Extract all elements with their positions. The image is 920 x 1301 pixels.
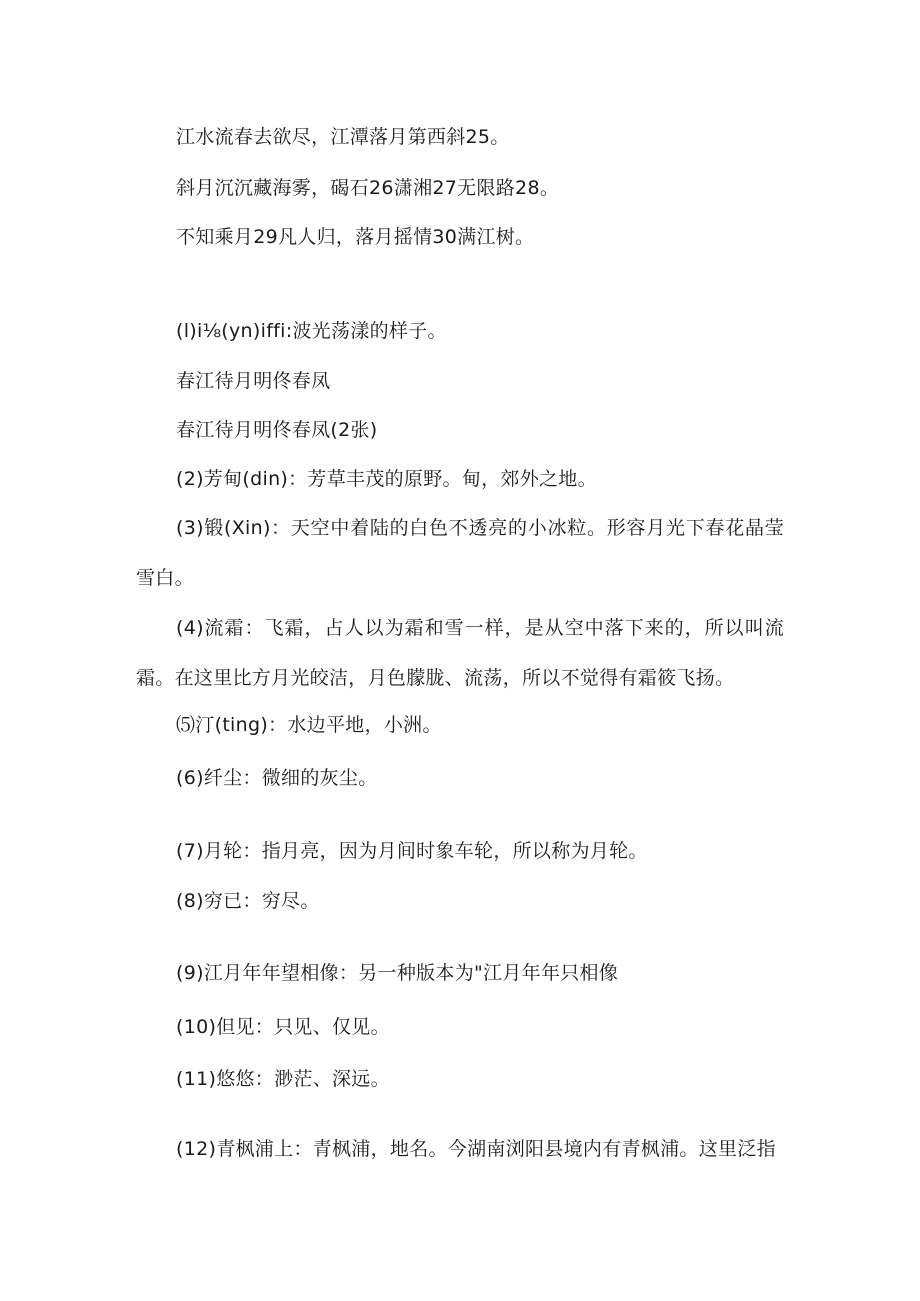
note-5: ⑸汀(ting)：水边平地，小洲。 [176, 714, 442, 736]
caption-line-gallery: 春江待月明佟春凤(2张) [176, 419, 378, 441]
note-1: (l)i⅛(yn)iffi:波光荡漾的样子。 [176, 320, 447, 342]
note-7: (7)月轮：指月亮，因为月间时象车轮，所以称为月轮。 [176, 840, 648, 862]
poem-line-3: 不知乘月29凡人归，落月摇情30满江树。 [176, 226, 535, 248]
poem-line-2: 斜月沉沉藏海雾，碣石26潇湘27无限路28。 [176, 177, 560, 199]
note-2: (2)芳甸(din)：芳草丰茂的原野。甸，郊外之地。 [176, 468, 597, 490]
note-6: (6)纤尘：微细的灰尘。 [176, 767, 378, 789]
note-12: (12)青枫浦上：青枫浦，地名。今湖南浏阳县境内有青枫浦。这里泛指 [176, 1138, 776, 1160]
note-3: (3)锻(Xin)：天空中着陆的白色不透亮的小冰粒。形容月光下春花晶莹雪白。 [136, 517, 784, 589]
note-8: (8)穷已：穷尽。 [176, 890, 320, 912]
note-9: (9)江月年年望相像：另一种版本为"江月年年只相像 [176, 962, 619, 984]
note-4: (4)流霜：飞霜，占人以为霜和雪一样，是从空中落下来的，所以叫流霜。在这里比方月光皎洁，月色朦胧、流荡，所以不觉得有霜筱飞扬。 [136, 617, 784, 689]
caption-line: 春江待月明佟春凤 [176, 370, 331, 392]
note-10: (10)但见：只见、仅见。 [176, 1016, 390, 1038]
note-11: (11)悠悠：渺茫、深远。 [176, 1068, 390, 1090]
poem-line-1: 江水流春去欲尽，江潭落月第西斜25。 [176, 126, 510, 148]
